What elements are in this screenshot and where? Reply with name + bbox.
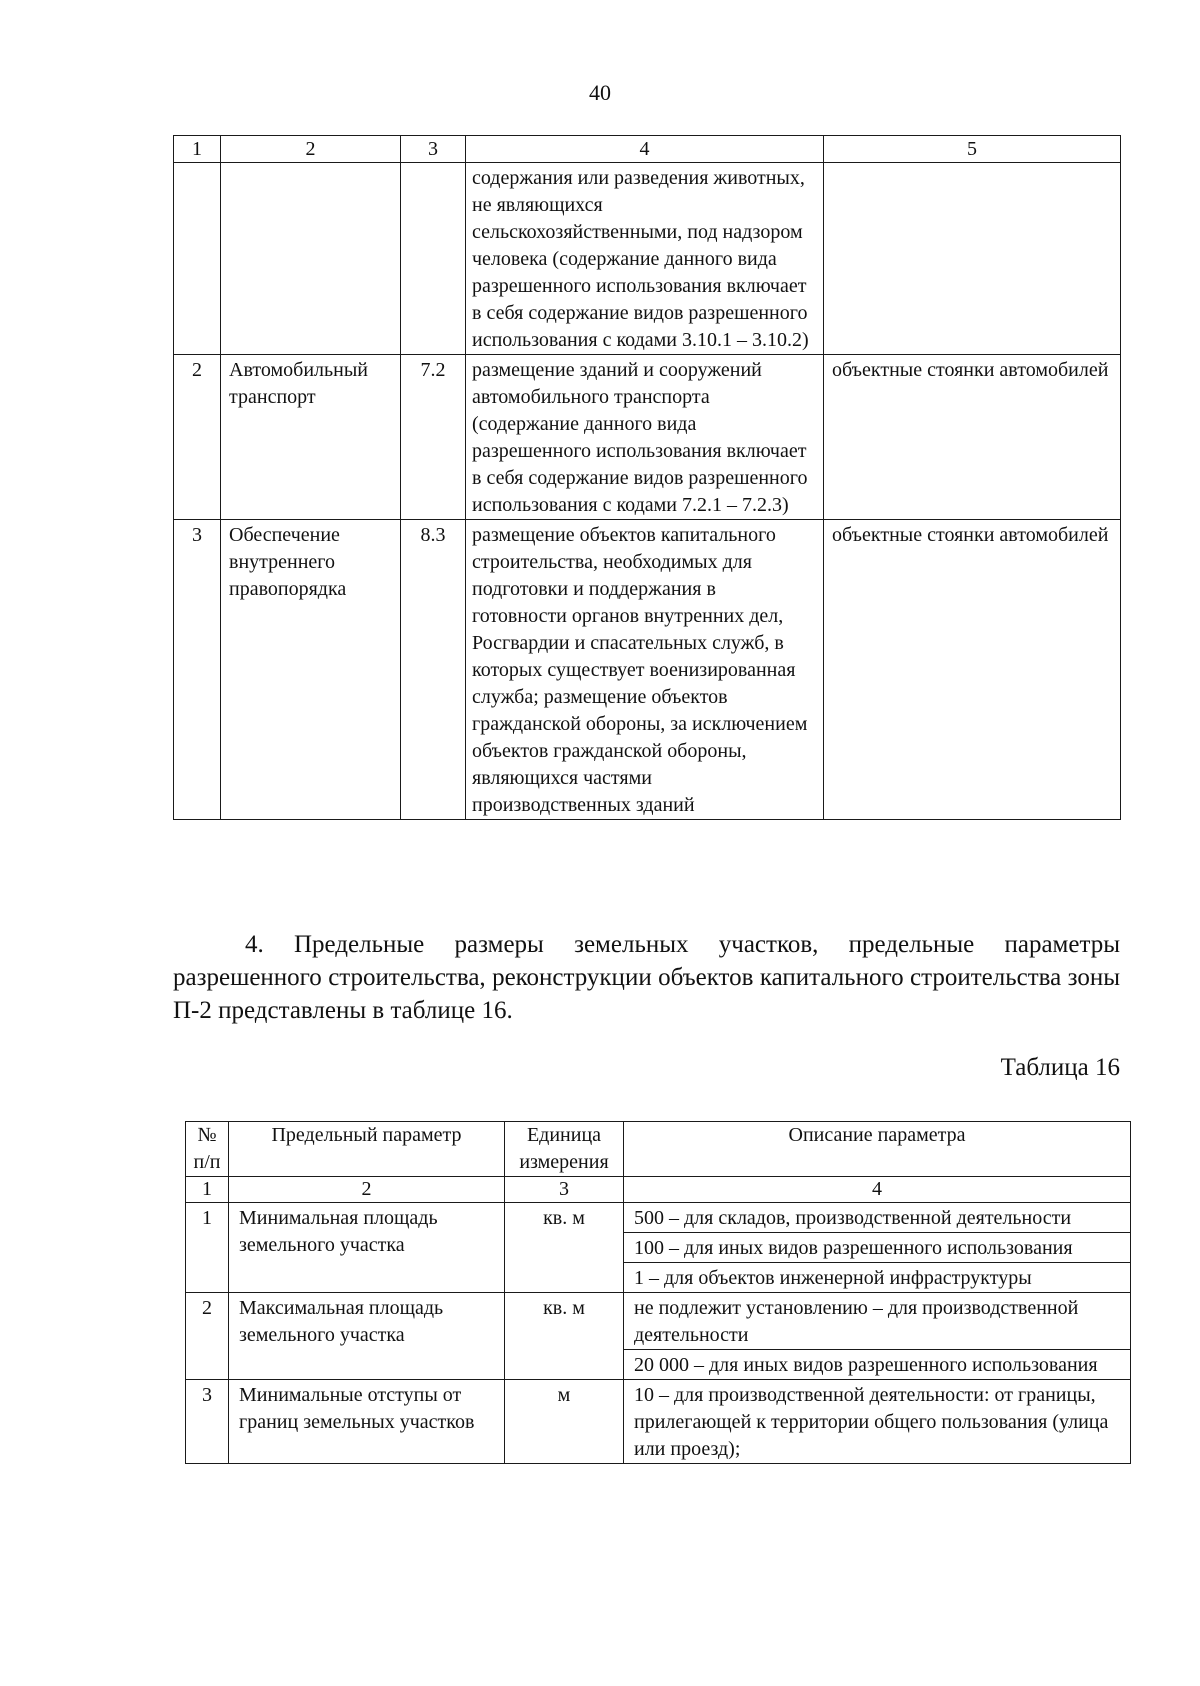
parameter-name: Минимальная площадь земельного участка — [229, 1203, 505, 1293]
column-header: 4 — [466, 136, 824, 163]
column-header: Единица измерения — [505, 1122, 624, 1177]
parameter-unit: кв. м — [505, 1293, 624, 1380]
table-index-row — [186, 1177, 1131, 1203]
column-header: 1 — [174, 136, 221, 163]
column-index: 2 — [229, 1177, 505, 1203]
usage-note — [824, 163, 1121, 355]
column-header: Описание параметра — [624, 1122, 1131, 1177]
row-number: 1 — [186, 1203, 229, 1293]
usage-code: 8.3 — [401, 520, 466, 820]
row-number: 3 — [174, 520, 221, 820]
parameter-description: не подлежит установлению – для производственной деятельности — [624, 1293, 1131, 1350]
column-index: 3 — [505, 1177, 624, 1203]
column-index: 4 — [624, 1177, 1131, 1203]
parameter-description: 500 – для складов, производственной деятельности — [624, 1203, 1131, 1233]
row-number: 2 — [174, 355, 221, 520]
parameters-table — [185, 1121, 1131, 1464]
table-row — [174, 355, 1121, 520]
row-number: 3 — [186, 1380, 229, 1464]
page-number: 40 — [589, 80, 611, 105]
column-header: 2 — [221, 136, 401, 163]
table-row — [186, 1203, 1131, 1233]
usage-note: объектные стоянки автомобилей — [824, 520, 1121, 820]
table-caption: Таблица 16 — [1000, 1054, 1120, 1081]
zone-usage-table — [173, 135, 1121, 820]
table-header-row — [186, 1122, 1131, 1177]
column-header: Предельный параметр — [229, 1122, 505, 1177]
parameter-description: 20 000 – для иных видов разрешенного использования — [624, 1350, 1131, 1380]
usage-description: размещение объектов капитального строительства, необходимых для подготовки и поддержания в готовности органов внутренних дел, Росгвардии и спасательных служб, в которых существует военизированная служба; размещение объектов гражданской обороны, за исключением объектов гражданской обороны, являющихся частями производственных зданий — [466, 520, 824, 820]
parameter-description: 10 – для производственной деятельности: от границы, прилегающей к территории общего пользования (улица или проезд); — [624, 1380, 1131, 1464]
parameter-unit: м — [505, 1380, 624, 1464]
column-header: № п/п — [186, 1122, 229, 1177]
table-header-row — [174, 136, 1121, 163]
parameter-name: Максимальная площадь земельного участка — [229, 1293, 505, 1380]
parameter-description: 100 – для иных видов разрешенного использования — [624, 1233, 1131, 1263]
row-number — [174, 163, 221, 355]
usage-description: размещение зданий и сооружений автомобильного транспорта (содержание данного вида разрешенного использования включает в себя содержание видов разрешенного использования с кодами 7.2.1 – 7.2.3) — [466, 355, 824, 520]
usage-code — [401, 163, 466, 355]
section-paragraph: 4. Предельные размеры земельных участков, предельные параметры разрешенного строительства, реконструкции объектов капитального строительства зоны П-2 представлены в таблице 16. — [173, 931, 1120, 1024]
usage-name: Автомобильный транспорт — [221, 355, 401, 520]
table-row — [174, 163, 1121, 355]
column-header: 5 — [824, 136, 1121, 163]
column-index: 1 — [186, 1177, 229, 1203]
parameter-name: Минимальные отступы от границ земельных участков — [229, 1380, 505, 1464]
table-row — [186, 1380, 1131, 1464]
table-row — [174, 520, 1121, 820]
parameter-description: 1 – для объектов инженерной инфраструктуры — [624, 1263, 1131, 1293]
usage-name: Обеспечение внутреннего правопорядка — [221, 520, 401, 820]
usage-name — [221, 163, 401, 355]
column-header: 3 — [401, 136, 466, 163]
parameter-unit: кв. м — [505, 1203, 624, 1293]
table-row — [186, 1293, 1131, 1350]
row-number: 2 — [186, 1293, 229, 1380]
usage-description: содержания или разведения животных, не являющихся сельскохозяйственными, под надзором человека (содержание данного вида разрешенного использования включает в себя содержание видов разрешенного использования с кодами 3.10.1 – 3.10.2) — [466, 163, 824, 355]
usage-note: объектные стоянки автомобилей — [824, 355, 1121, 520]
usage-code: 7.2 — [401, 355, 466, 520]
